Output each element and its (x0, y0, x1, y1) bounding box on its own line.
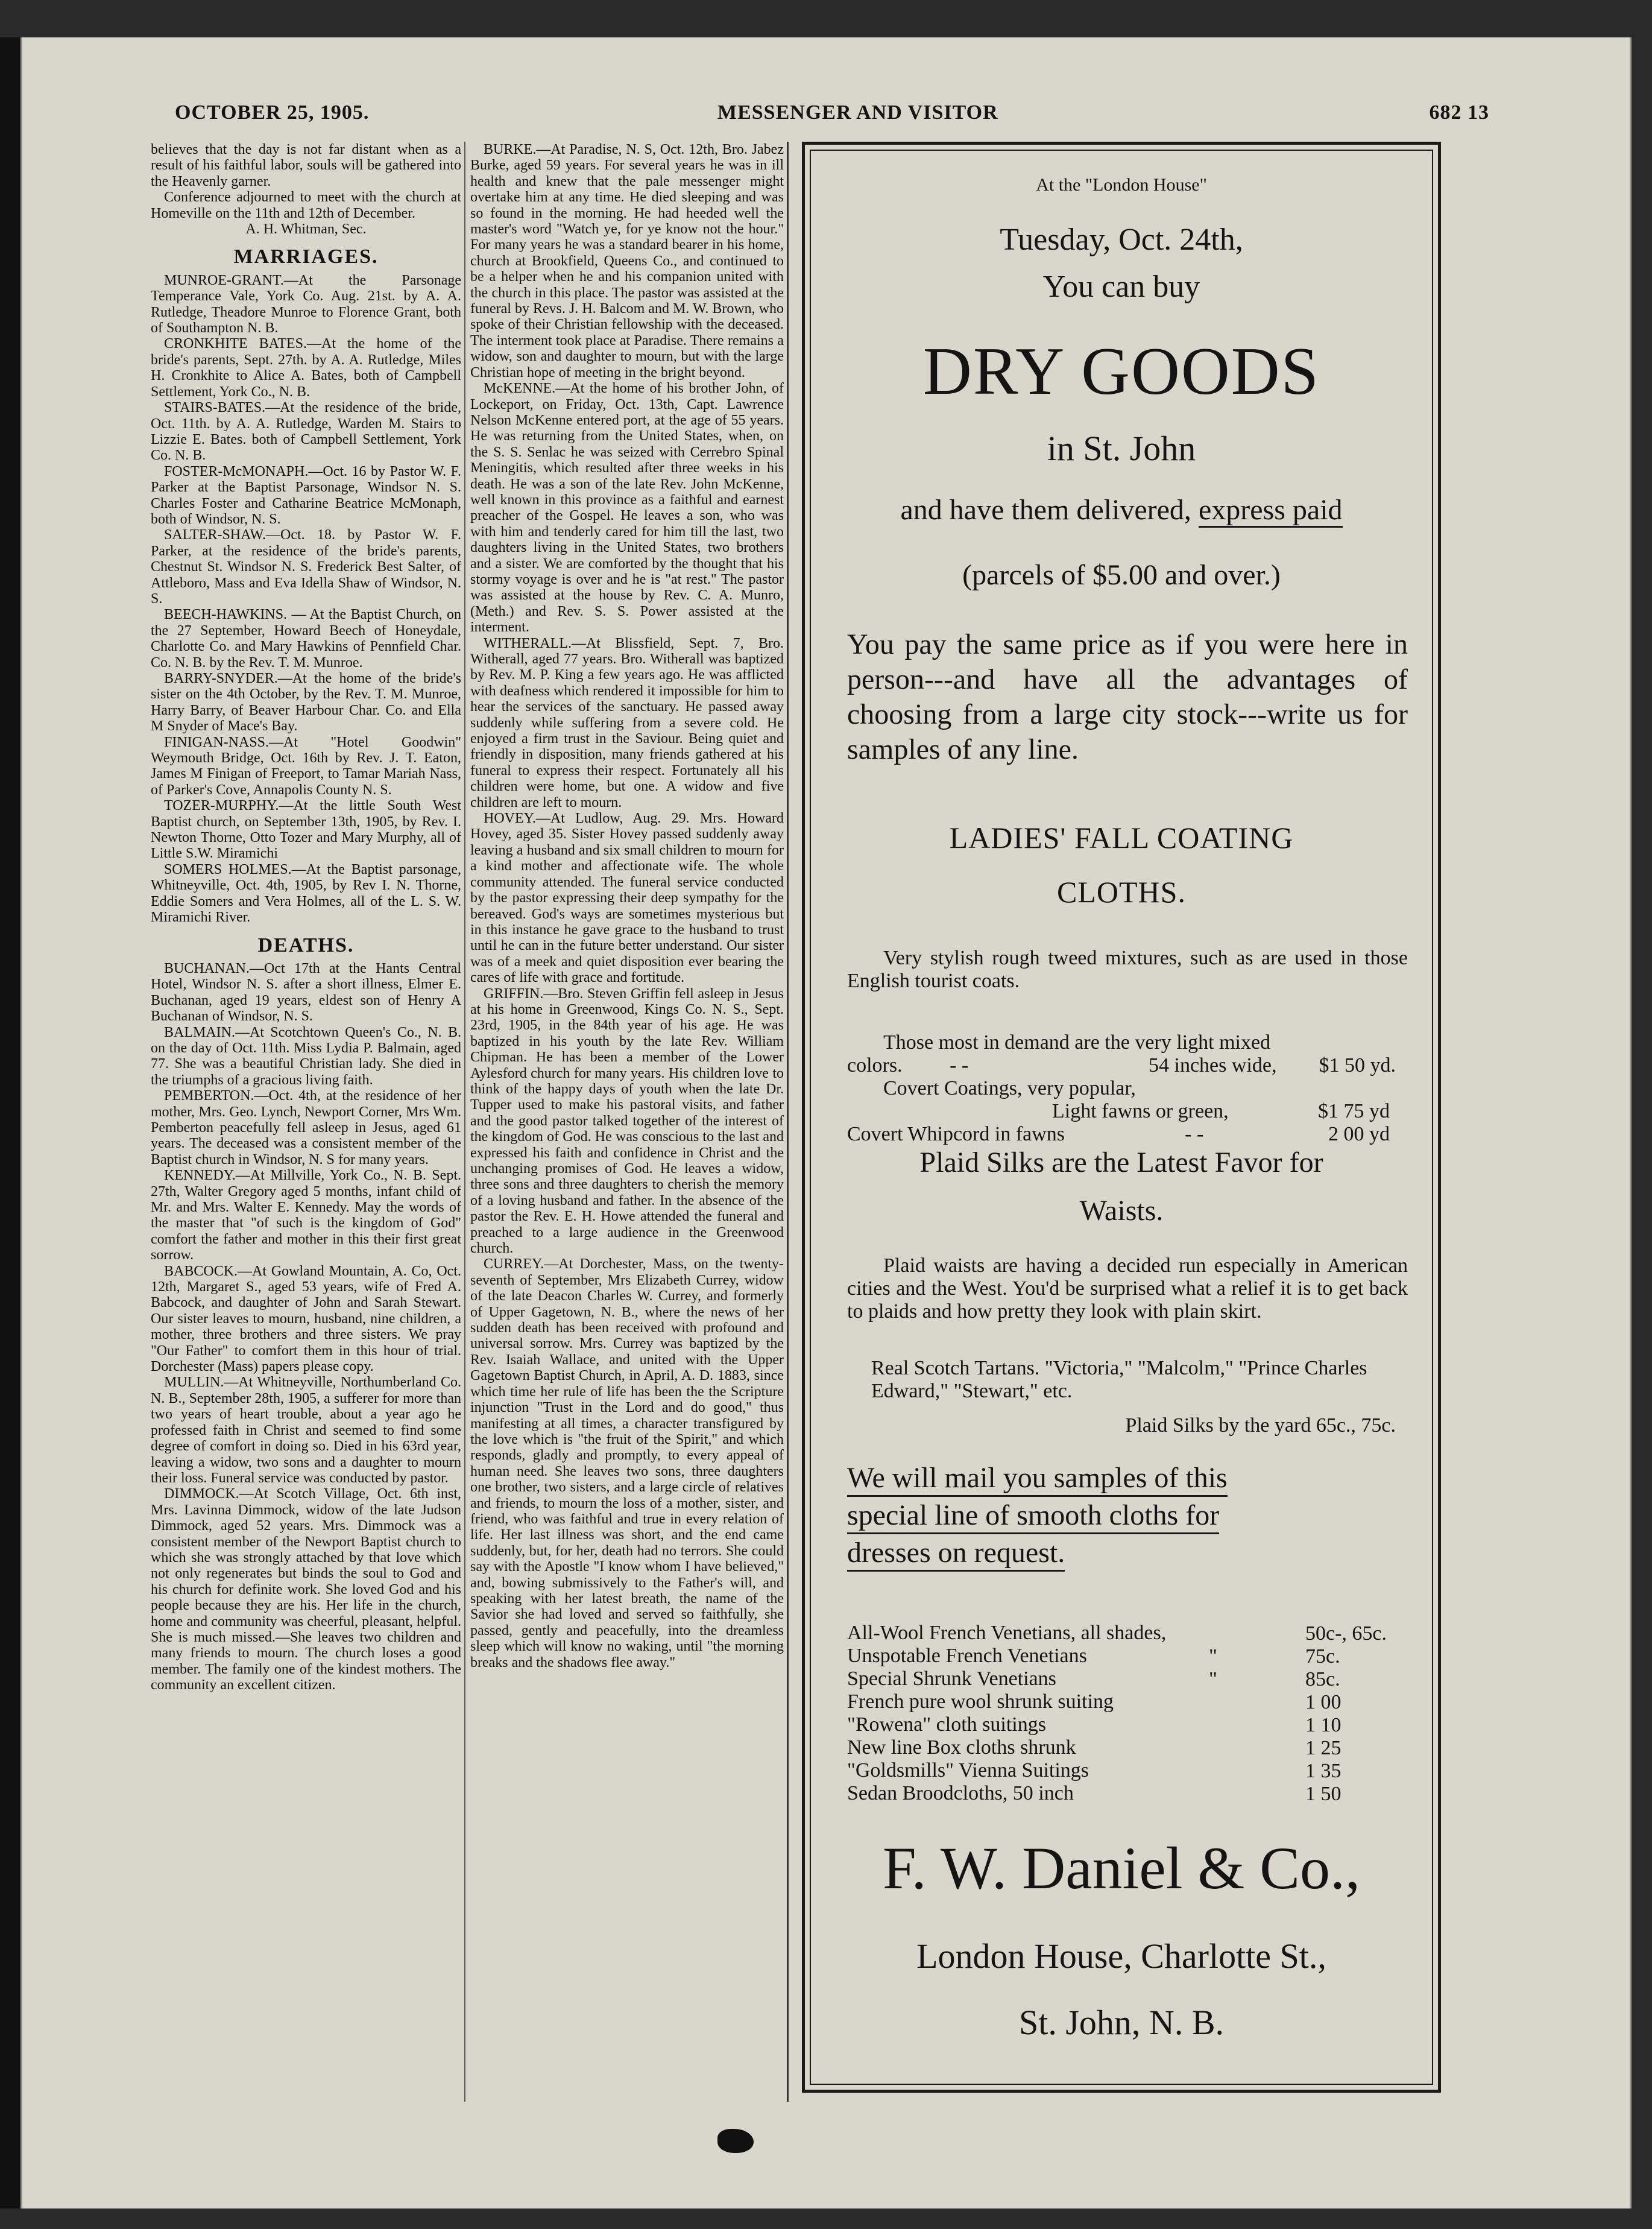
marriage-notice: STAIRS-BATES.—At the residence of the bride, Oct. 11th. by A. A. Rutledge, Warden M. Stairs to Lizzie E. Bates. both of Campbell Settlement, York Co. N. B. (151, 400, 461, 464)
coating-description: Those most in demand are the very light mixed (883, 1031, 1271, 1054)
product-price: 1 25 (1305, 1737, 1341, 1759)
coating-row-dashes: - - (950, 1054, 969, 1077)
dry-goods-advertisement (802, 142, 1441, 2093)
obituary-notice: McKENNE.—At the home of his brother John, of Lockeport, on Friday, Oct. 13th, Capt. Lawrence Nelson McKenne entered port, at the age of 55 years. He was returning from the United States, when, on the S. S. Senlac he was seized with Cerrebro Spinal Meningitis, which resulted after three weeks in his death. He was a son of the late Rev. John McKenne, well known in this province as a faithful and earnest preacher of the Gospel. He leaves a son, who was with him and tenderly cared for him till the last, two daughters living in the United States, two brothers and a sister. We are comforted by the thought that his stormy voyage is over and he is "at rest." The pastor was assisted at the house by Rev. C. A. Munro, (Meth.) and Rev. S. S. Power assisted at the interment. (470, 381, 784, 636)
product-ditto: " (1209, 1668, 1217, 1690)
marriage-notice: BEECH-HAWKINS. — At the Baptist Church, on the 27 September, Howard Beech of Honeydale, Charlotte Co. and Mary Hawkins of Pennfield Char. Co. N. B. by the Rev. T. M. Munroe. (151, 607, 461, 671)
column-rule (464, 142, 465, 2102)
column-obituaries (470, 142, 784, 2132)
product-name: "Goldsmills" Vienna Suitings (847, 1759, 1089, 1782)
marriage-notice: FINIGAN-NASS.—At "Hotel Goodwin" Weymouth Bridge, Oct. 16th by Rev. J. T. Eaton, James M Finigan of Freeport, to Tamar Mariah Nass, of Parker's Cove, Annapolis County N. S. (151, 734, 461, 798)
marriage-notice: SOMERS HOLMES.—At the Baptist parsonage, Whitneyville, Oct. 4th, 1905, by Rev I. N. Thorne, Eddie Somers and Vera Holmes, all of the L. S. W. Miramichi River. (151, 861, 461, 926)
coating-row-dashes: - - (1185, 1123, 1204, 1145)
ad-intro: At the "London House" (1036, 175, 1207, 195)
header-date: OCTOBER 25, 1905. (175, 101, 370, 124)
page-header (175, 90, 1489, 127)
obituary-notice: WITHERALL.—At Blissfield, Sept. 7, Bro. Witherall, aged 77 years. Bro. Witherall was baptized by Rev. M. P. King a few years ago. He was afflicted with deafness which rendered it impossible for him to hear the services of the sanctuary. He passed away suddenly while suffering from a severe cold. He enjoyed a firm trust in the Saviour. Being quiet and friendly in disposition, many friends gathered at his funeral to express their respect. Fortunately all his children were home, but one. A widow and five children are left to mourn. (470, 635, 784, 811)
obituary-notice: CURREY.—At Dorchester, Mass, on the twenty-seventh of September, Mrs Elizabeth Currey, widow of the late Deacon Charles W. Currey, and formerly of Upper Gagetown, N. B., where the news of her sudden death has been received with profound and universal sorrow. Mrs. Currey was baptized by the Rev. Isaiah Wallace, and united with the Upper Gagetown Baptist Church, in April, A. D. 1883, since which time her rule of life has been the the Scripture injunction "Trust in the Lord and do good," thus manifesting at all times, a character transfigured by the love which is "the fruit of the Spirit," and which responds, gladly and promptly, to every appeal of human need. She leaves two sons, three daughters one brother, two sisters, and a large circle of relatives and friends, to mourn the loss of a mother, sister, and friend, who was faithful and true in every relation of life. Her last illness was short, and the end came suddenly, but, for her, death had no terrors. She could say with the Apostle "I know whom I have believed," and, bowing submissively to the Father's will, and speaking with her latest breath, the name of the Savior she had loved and served so faithfully, she passed, gently and peacefully, into the dreamless sleep which will know no waking, until "the morning breaks and the shadows flee away." (470, 1256, 784, 1671)
marriage-notice: SALTER-SHAW.—Oct. 18. by Pastor W. F. Parker, at the residence of the bride's parents, Chestnut St. Windsor N. S. Frederick Best Salter, of Attleboro, Mass and Eva Idella Shaw of Windsor, N. S. (151, 527, 461, 607)
product-name: "Rowena" cloth suitings (847, 1713, 1046, 1736)
coating-row-label: Light fawns or green, (1052, 1100, 1229, 1122)
company-city: St. John, N. B. (1018, 2003, 1224, 2042)
coating-row-label: Covert Coatings, very popular, (883, 1077, 1136, 1099)
coating-row-width: 54 inches wide, (1149, 1054, 1277, 1077)
silks-heading: Plaid Silks are the Latest Favor for (919, 1146, 1323, 1178)
header-page-number: 682 13 (1429, 101, 1489, 124)
product-price: 75c. (1305, 1645, 1340, 1668)
product-price: 1 35 (1305, 1760, 1341, 1782)
ad-headline: DRY GOODS (923, 334, 1320, 409)
coating-row (847, 1054, 968, 1077)
mail-samples-offer (847, 1459, 1408, 1572)
death-notice: PEMBERTON.—Oct. 4th, at the residence of her mother, Mrs. Geo. Lynch, Newport Corner, Mrs Wm. Pemberton peacefully fell asleep in Jesus, aged 61 years. The deceased was a consistent member of the Baptist church in Windsor, N. S for many years. (151, 1088, 461, 1168)
company-name: F. W. Daniel & Co., (882, 1835, 1361, 1902)
page-tear-mark (717, 2129, 754, 2153)
header-title: MESSENGER AND VISITOR (717, 101, 998, 124)
product-name: French pure wool shrunk suiting (847, 1690, 1114, 1713)
product-price: 1 00 (1305, 1691, 1341, 1713)
column-marriages-deaths (151, 142, 461, 2126)
product-name: Special Shrunk Venetians (847, 1668, 1056, 1690)
product-ditto: " (1209, 1645, 1217, 1668)
coating-heading: LADIES' FALL COATING (949, 821, 1294, 855)
marriage-notice: BARRY-SNYDER.—At the home of the bride's sister on the 4th October, by the Rev. T. M. Munroe, Harry Barry, of Beaver Harbour Char. Co. and Ella M Snyder of Mace's Bay. (151, 671, 461, 735)
coating-row-price: $1 75 yd (1318, 1100, 1390, 1122)
ad-parcels: (parcels of $5.00 and over.) (962, 559, 1281, 591)
tartans-line: Real Scotch Tartans. "Victoria," "Malcolm," "Prince Charles Edward," "Stewart," etc. (871, 1357, 1367, 1402)
mail-offer-line: We will mail you samples of this (847, 1462, 1228, 1497)
intro-signature: A. H. Whitman, Sec. (245, 221, 367, 238)
product-name: Unspotable French Venetians (847, 1645, 1087, 1667)
marriage-notice: CRONKHITE BATES.—At the home of the bride's parents, Sept. 27th. by A. A. Rutledge, Miles H. Cronkhite to Alice A. Bates, both of Campbell Settlement, York Co., N. B. (151, 336, 461, 400)
product-price: 1 50 (1305, 1783, 1341, 1805)
silks-heading: Waists. (1079, 1195, 1164, 1227)
marriages-heading: MARRIAGES. (233, 245, 379, 268)
coating-row-label: colors. (847, 1054, 903, 1077)
ad-delivery (811, 493, 1432, 526)
ad-pitch: You pay the same price as if you were here in person---and have all the advantages of choosing from a large city stock---write us for samples of any line. (847, 628, 1408, 765)
marriage-notice: TOZER-MURPHY.—At the little South West Baptist church, on September 13th, 1905, by Rev. I. Newton Thorne, Otto Tozer and Mary Murphy, all of Little S.W. Miramichi (151, 798, 461, 862)
ad-can-buy: You can buy (1042, 270, 1200, 304)
product-price: 1 10 (1305, 1714, 1341, 1736)
ad-date: Tuesday, Oct. 24th, (1000, 223, 1243, 257)
column-rule (787, 142, 789, 2102)
marriage-notice: MUNROE-GRANT.—At the Parsonage Temperance Vale, York Co. Aug. 21st. by A. A. Rutledge, Theadore Munroe to Florence Grant, both of Southampton N. B. (151, 272, 461, 337)
product-price: 85c. (1305, 1668, 1340, 1690)
silks-description: Plaid waists are having a decided run especially in American cities and the West. You'd be surprised what a relief it is to get back to plaids and how pretty they look with plain skirt. (847, 1254, 1408, 1323)
intro-paragraph: Conference adjourned to meet with the church at Homeville on the 11th and 12th of December. (151, 189, 461, 221)
silks-price: Plaid Silks by the yard 65c., 75c. (1125, 1414, 1396, 1437)
mail-offer-line: dresses on request. (847, 1537, 1065, 1572)
scan-edge (0, 37, 20, 2208)
product-name: Sedan Broodcloths, 50 inch (847, 1782, 1074, 1804)
coating-row-label: Covert Whipcord in fawns (847, 1123, 1065, 1145)
death-notice: BUCHANAN.—Oct 17th at the Hants Central Hotel, Windsor N. S. after a short illness, Elmer E. Buchanan, aged 19 years, eldest son of Henry A Buchanan of Windsor, N. S. (151, 960, 461, 1025)
coating-row-price: $1 50 yd. (1319, 1054, 1396, 1077)
death-notice: MULLIN.—At Whitneyville, Northumberland Co. N. B., September 28th, 1905, a sufferer for more than two years of heart trouble, about a year ago he professed faith in Christ and seemed to find some degree of comfort in doing so. Died in his 63rd year, leaving a widow, two sons and a daughter to mourn their loss. Funeral service was conducted by pastor. (151, 1374, 461, 1486)
product-price: 50c-, 65c. (1305, 1622, 1387, 1645)
product-name: All-Wool French Venetians, all shades, (847, 1622, 1167, 1644)
death-notice: DIMMOCK.—At Scotch Village, Oct. 6th inst, Mrs. Lavinna Dimmock, widow of the late Judson Dimmock, aged 52 years. Mrs. Dimmock was a consistent member of the Newport Baptist church to which she was strongly attached by that love which not only regenerates but binds the soul to God and his church for definite work. She loved God and his people because they are his. Her life in the church, home and community was cheerful, pleasant, helpful. She is much missed.—She leaves two children and many friends to mourn. The church loses a good member. The family one of the kindest mothers. The community an excellent citizen. (151, 1486, 461, 1693)
product-name: New line Box cloths shrunk (847, 1736, 1076, 1759)
company-address: London House, Charlotte St., (916, 1937, 1326, 1976)
ad-express-paid: express paid (1199, 494, 1343, 528)
coating-heading: CLOTHS. (1057, 875, 1186, 909)
deaths-heading: DEATHS. (257, 934, 355, 956)
coating-row-price: 2 00 yd (1328, 1123, 1390, 1145)
death-notice: KENNEDY.—At Millville, York Co., N. B. Sept. 27th, Walter Gregory aged 5 months, infant child of Mr. and Mrs. Walter E. Kennedy. May the words of the master that "of such is the kingdom of God" comfort the father and mother in this their first great sorrow. (151, 1168, 461, 1263)
coating-description: Very stylish rough tweed mixtures, such as are used in those English tourist coats. (847, 947, 1408, 992)
obituary-notice: HOVEY.—At Ludlow, Aug. 29. Mrs. Howard Hovey, aged 35. Sister Hovey passed suddenly away leaving a husband and six small children to mourn for a kind mother and affectionate wife. The whole community attended. The funeral service conducted by the pastor expressing their deep sympathy for the bereaved. God's ways are sometimes mysterious but in this instance he gave grace to the husband to trust until he can in the future better understand. Our sister was of a meek and quiet disposition ever bearing the cares of life with grace and fortitude. (470, 811, 784, 986)
marriage-notice: FOSTER-McMONAPH.—Oct. 16 by Pastor W. F. Parker at the Baptist Parsonage, Windsor N. S. Charles Foster and Catharine Beatrice McMonaph, both of Windsor, N. S. (151, 463, 461, 527)
ad-delivery-text: and have them delivered, (900, 494, 1199, 526)
death-notice: BALMAIN.—At Scotchtown Queen's Co., N. B. on the day of Oct. 11th. Miss Lydia P. Balmain, aged 77. She was a beautiful Christian lady. She died in the triumphs of a gracious living faith. (151, 1024, 461, 1088)
obituary-notice: BURKE.—At Paradise, N. S, Oct. 12th, Bro. Jabez Burke, aged 59 years. For several years he was in ill health and knew that the pale messenger might overtake him at any time. He died sleeping and was so found in the morning. He had heeded well the master's word "Watch ye, for ye know not the hour." For many years he was a standard bearer in his home, church at Brookfield, Queens Co., and continued to be a helper when he and his companion united with the church in this place. The pastor was assisted at the funeral by Revs. J. H. Balcom and M. W. Brown, who spoke of their Christian fellowship with the deceased. The interment took place at Paradise. There remains a widow, son and daughter to mourn, but with the large Christian hope of meeting in the bright beyond. (470, 142, 784, 381)
ad-city: in St. John (1047, 429, 1196, 468)
mail-offer-line: special line of smooth cloths for (847, 1499, 1219, 1534)
obituary-notice: GRIFFIN.—Bro. Steven Griffin fell asleep in Jesus at his home in Greenwood, Kings Co. N. S., Sept. 23rd, 1905, in the 84th year of his age. He was baptized in his youth by the late Rev. William Chipman. He has been a member of the Lower Aylesford church for many years. His children love to think of the happy days of youth when the late Dr. Tupper used to make his pastoral visits, and father and the good pastor talked together of the interest of the kingdom of God. He was conscious to the last and expressed his faith and confidence in Christ and the unchanging promises of God. He leaves a widow, three sons and three daughters to cherish the memory of a loving husband and father. In the absence of the pastor the Rev. E. H. Howe attended the funeral and preached to a large audience in the Greenwood church. (470, 985, 784, 1257)
death-notice: BABCOCK.—At Gowland Mountain, A. Co, Oct. 12th, Margaret S., aged 53 years, wife of Fred A. Babcock, and daughter of John and Sarah Stewart. Our sister leaves to mourn, husband, nine children, a mother, three brothers and three sisters. We pray "Our Father" to comfort them in this hour of trial. Dorchester (Mass) papers please copy. (151, 1263, 461, 1375)
ad-inner-border (810, 150, 1433, 2085)
intro-paragraph: believes that the day is not far distant when as a result of his faithful labor, souls will be gathered into the Heavenly garner. (151, 142, 461, 189)
